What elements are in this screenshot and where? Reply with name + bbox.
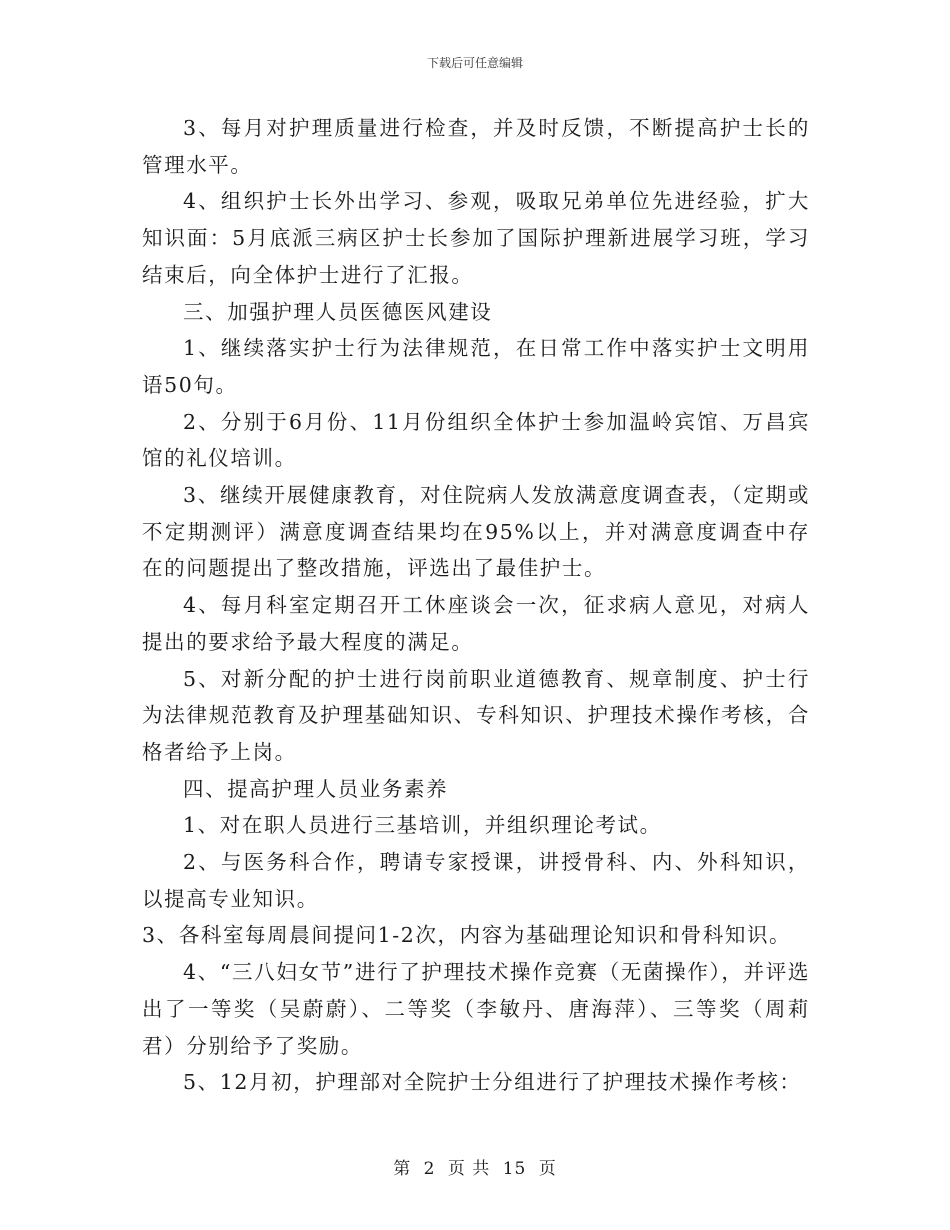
footer-prefix: 第 — [393, 1159, 412, 1179]
paragraph-2-etiquette: 2、分别于6月份、11月份组织全体护士参加温岭宾馆、万昌宾馆的礼仪培训。 — [142, 409, 810, 471]
paragraph-5-new-nurses: 5、对新分配的护士进行岗前职业道德教育、规章制度、护士行为法律规范教育及护理基础知识、专科知识、护理技术操作考核，合格者给予上岗。 — [142, 666, 810, 764]
section-heading-professional: 四、提高护理人员业务素养 — [183, 776, 449, 801]
paragraph-3-health-education: 3、继续开展健康教育，对住院病人发放满意度调查表，（定期或不定期测评）满意度调查结果均在95%以上，并对满意度调查中存在的问题提出了整改措施，评选出了最佳护士。 — [142, 483, 810, 581]
current-page-number: 2 — [423, 1159, 436, 1179]
paragraph-4-study-tour: 4、组织护士长外出学习、参观，吸取兄弟单位先进经验，扩大知识面：5月底派三病区护士长参加了国际护理新进展学习班，学习结束后，向全体护士进行了汇报。 — [142, 189, 810, 287]
paragraph-1-conduct: 1、继续落实护士行为法律规范，在日常工作中落实护士文明用语50句。 — [142, 336, 810, 397]
total-page-count: 15 — [502, 1159, 527, 1179]
document-body — [142, 110, 810, 1101]
paragraph-3-quality-check: 3、每月对护理质量进行检查，并及时反馈，不断提高护士长的管理水平。 — [142, 116, 810, 177]
paragraph-1-training: 1、对在职人员进行三基培训，并组织理论考试。 — [183, 813, 662, 838]
page-header: 下载后可任意编辑 — [426, 56, 523, 70]
footer-middle: 页 共 — [447, 1159, 491, 1179]
section-heading-ethics: 三、加强护理人员医德医风建设 — [183, 299, 493, 324]
paragraph-5-assessment: 5、12月初，护理部对全院护士分组进行了护理技术操作考核： — [183, 1070, 802, 1095]
paragraph-3-morning-questions: 3、各科室每周晨间提问1-2次，内容为基础理论知识和骨科知识。 — [142, 923, 792, 948]
paragraph-2-lectures: 2、与医务科合作，聘请专家授课，讲授骨科、内、外科知识，以提高专业知识。 — [142, 850, 810, 911]
footer-suffix: 页 — [538, 1159, 557, 1179]
paragraph-4-symposium: 4、每月科室定期召开工休座谈会一次，征求病人意见，对病人提出的要求给予最大程度的满足。 — [142, 593, 810, 654]
page-footer — [0, 1154, 950, 1179]
paragraph-4-competition: 4、“三八妇女节”进行了护理技术操作竞赛（无菌操作），并评选出了一等奖（吴蔚蔚）、二等奖（李敏丹、唐海萍）、三等奖（周莉君）分别给予了奖励。 — [142, 960, 810, 1058]
